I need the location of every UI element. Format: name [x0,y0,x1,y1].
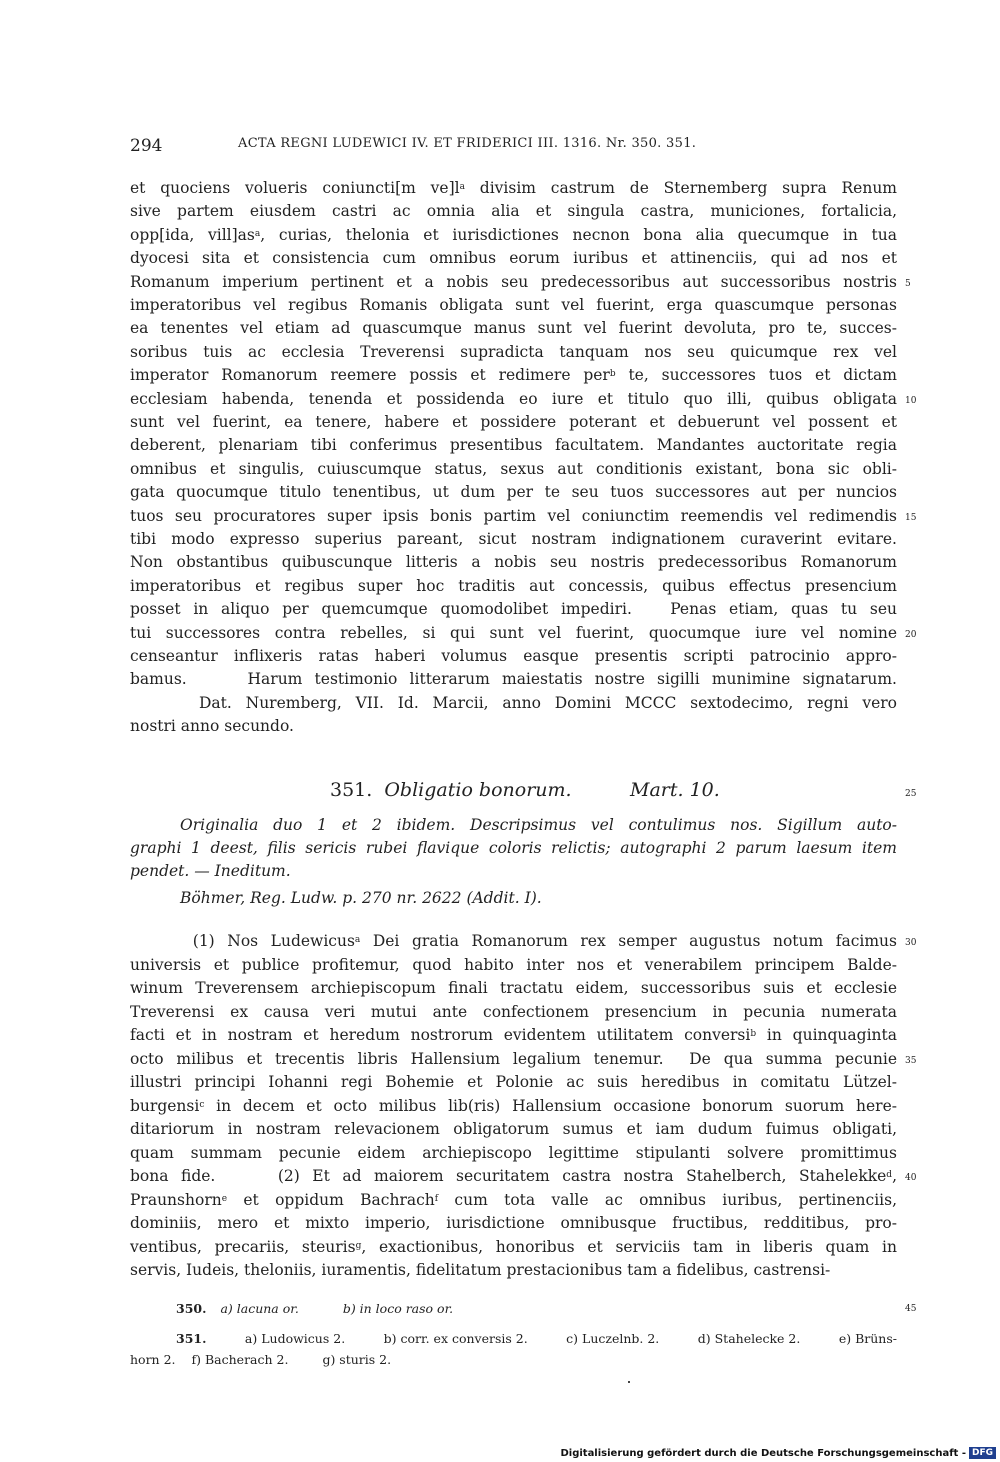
margin-line-number: 5 [905,278,911,289]
footer-text: Digitalisierung gefördert durch die Deutsche Forschungsgemeinschaft - [560,1447,966,1459]
text-segment: gata quocumque titulo tenentibus, ut dum per te seu tuos successores aut per nuncios [130,483,897,502]
text-line [130,977,897,1000]
footnote-marker: f [434,1193,439,1204]
text-segment: bona fide. (2) Et ad maiorem securitatem castra nostra Stahelberch, Stahelekke [130,1167,887,1185]
margin-line-number: 20 [905,629,917,640]
source-note-line: graphi 1 deest, filis sericis rubei flavique coloris relictis; autographi 2 parum laesum item [130,839,897,857]
text-line [130,364,897,387]
footnote-b: b) corr. ex conversis 2. [383,1331,528,1346]
text-line [130,528,897,551]
running-title: ACTA REGNI LUDEWICI IV. ET FRIDERICI III. 1316. Nr. 350. 351. [238,136,697,151]
text-segment: dominiis, mero et mixto imperio, iurisdictione omnibusque fructibus, redditibus, pro- [130,1214,897,1232]
text-segment: et oppidum Bachrach [227,1190,435,1209]
text-segment: illustri principi Iohanni regi Bohemie et Polonie ac suis heredibus in comitatu Lützel- [130,1073,897,1091]
text-line [130,505,897,528]
text-segment: , [892,1167,897,1185]
text-segment: imperator Romanorum reemere possis et redimere per [130,366,610,385]
text-segment: , exactionibus, honoribus et serviciis tam in liberis quam in [361,1237,897,1256]
footnote-marker: a [254,228,261,239]
text-segment: ditariorum in nostram relevacionem obligatorum sumus et iam dudum fuimus obligati, [130,1120,897,1138]
text-segment: Dat. Nuremberg, VII. Id. Marcii, anno Domini MCCC sextodecimo, regni vero [130,693,897,712]
text-line [130,1095,897,1118]
margin-line-number: 40 [905,1173,917,1183]
text-line [130,715,897,738]
text-segment: imperatoribus et regibus super hoc traditis aut concessis, quibus effectus presencium [130,576,897,595]
text-segment: imperatoribus vel regibus Romanis obligata sunt vel fuerint, erga quascumque personas [130,296,897,314]
text-segment: divisim castrum de Sternemberg supra Renum [464,179,897,197]
text-segment: burgensi [130,1096,200,1115]
footnote-b: b) in loco raso or. [342,1301,454,1316]
text-segment: facti et in nostram et heredum nostrorum evidentem utilitatem conversi [130,1026,751,1044]
text-segment: Treverensi ex causa veri mutui ante confectionem presencium in pecunia numerata [130,1002,897,1021]
text-line [130,692,897,715]
text-segment: quam summam pecunie eidem archiepiscopo legittime stipulanti solvere promittimus [130,1143,897,1162]
footnotes-351-line-2 [130,1352,391,1367]
margin-line-number: 15 [905,512,917,523]
text-line [130,177,897,200]
page-number: 294 [130,136,163,156]
text-line [130,1189,897,1212]
footnote-c: c) Luczelnb. 2. [566,1331,660,1346]
text-line [130,622,897,645]
running-header [130,136,900,160]
text-line [130,1024,897,1047]
text-segment: sive partem eiusdem castri ac omnia alia et singula castra, municiones, fortalicia, [130,202,897,221]
footnotes-351-line-1 [176,1331,897,1346]
text-line [130,224,897,247]
text-segment: cum tota valle ac omnibus iuribus, pertinenciis, [438,1190,897,1209]
margin-line-number: 30 [905,938,917,948]
document-date: Mart. 10. [630,779,720,801]
text-line [130,411,897,434]
text-line [130,1001,897,1024]
text-segment: omnibus et singulis, cuiuscumque status, sexus aut conditionis existant, bona sic obli- [130,459,897,478]
text-segment: bamus. Harum testimonio litterarum maiestatis nostre sigilli munimine signatarum. [130,670,897,689]
text-line [130,271,897,294]
text-line [130,551,897,574]
footnote-d: d) Stahelecke 2. [697,1331,801,1346]
text-line [130,388,897,411]
text-segment: octo milibus et trecentis libris Hallensium legalium tenemur. De qua summa pecunie [130,1049,897,1068]
text-segment: universis et publice profitemur, quod habito inter nos et venerabilem principem Balde- [130,955,897,974]
margin-line-number: 25 [905,789,917,799]
speck [628,1381,630,1383]
footnote-marker: a [459,182,465,192]
text-segment: tui successores contra rebelles, si qui sunt vel fuerint, quocumque iure vel nomine [130,623,897,642]
footnote-a: a) lacuna or. [220,1301,299,1316]
text-segment: te, successores tuos et dictam [615,366,897,385]
text-segment: deberent, plenariam tibi conferimus presentibus facultatem. Mandantes auctoritate regia [130,436,897,455]
dfg-logo: DFG [969,1447,996,1459]
text-segment: winum Treverensem archiepiscopum finali tractatu eidem, successoribus suis et ecclesie [130,979,897,997]
footnote-marker: d [886,1170,893,1180]
text-segment: censeantur inflixeris ratas haberi volumus easque presentis scripti patrocinio appro- [130,647,897,665]
footnote-f: f) Bacherach 2. [191,1352,289,1367]
text-line [130,341,897,364]
bibliographic-reference: Böhmer, Reg. Ludw. p. 270 nr. 2622 (Addit. I). [180,889,542,907]
text-segment: , curias, thelonia et iurisdictiones necnon bona alia quecumque in tua [260,225,897,244]
text-line [130,434,897,457]
text-line [130,481,897,504]
text-line [130,1236,897,1259]
text-line [130,200,897,223]
text-line [130,668,897,691]
text-line [130,645,897,668]
text-line [130,1165,897,1188]
footnote-marker: a [354,935,361,945]
text-segment: posset in aliquo per quemcumque quomodolibet impediri. Penas etiam, quas tu seu [130,600,897,619]
text-segment: in decem et octo milibus lib(ris) Hallensium occasione bonorum suorum here- [204,1096,897,1115]
margin-line-number: 35 [905,1055,917,1066]
text-segment: sunt vel fuerint, ea tenere, habere et possidere poterant et debuerunt vel possent et [130,413,897,431]
text-segment: servis, Iudeis, theloniis, iuramentis, fidelitatum prestacionibus tam a fidelibus, castrensi- [130,1261,831,1279]
text-line [130,1142,897,1165]
footnote-a: a) Ludowicus 2. [244,1331,346,1346]
text-line [130,247,897,270]
footnote-e: e) Brüns- [838,1331,897,1346]
footnote-marker: c [199,1099,205,1110]
text-segment: ea tenentes vel etiam ad quascumque manus sunt vel fuerint devoluta, pro te, succes- [130,319,897,338]
margin-line-number: 45 [905,1304,917,1314]
text-segment: Dei gratia Romanorum rex semper augustus notum facimus [360,932,897,950]
digitization-footer [560,1447,996,1459]
margin-line-number: 10 [905,395,917,406]
text-segment: et quociens volueris coniuncti[m ve]l [130,179,460,197]
text-segment: Non obstantibus quibuscunque litteris a nobis seu nostris predecessoribus Romanorum [130,553,897,572]
text-line [130,458,897,481]
text-line [130,954,897,977]
text-line [130,575,897,598]
text-segment: nostri anno secundo. [130,717,294,736]
source-note-line: Originalia duo 1 et 2 ibidem. Descripsimus vel contulimus nos. Sigillum auto- [180,816,897,834]
footnote-e-continued: horn 2. [130,1352,176,1367]
text-segment: tibi modo expresso superius pareant, sicut nostram indignationem curaverint evitare. [130,530,897,548]
text-segment: in quinquaginta [756,1026,897,1044]
footnote-marker: e [221,1193,228,1204]
text-segment: (1) Nos Ludewicus [130,932,355,950]
text-segment: opp[ida, vill]as [130,225,255,244]
text-segment: soribus tuis ac ecclesia Treverensi supradicta tanquam nos seu quicumque rex vel [130,342,897,361]
text-line [130,317,897,340]
footnote-number: 351. [176,1331,207,1346]
document-title: Obligatio bonorum. [384,779,572,801]
text-segment: Romanum imperium pertinent et a nobis seu predecessoribus aut successoribus nostris [130,272,897,291]
footnote-marker: g [355,1240,362,1251]
text-segment: ecclesiam habenda, tenenda et possidenda eo iure et titulo quo illi, quibus obligata [130,389,897,408]
text-line [130,1259,897,1282]
text-line [130,294,897,317]
footnote-marker: b [750,1029,757,1039]
footnote-number: 350. [176,1301,207,1316]
text-line [130,1212,897,1235]
text-segment: dyocesi sita et consistencia cum omnibus eorum iuribus et attinenciis, qui ad nos et [130,249,897,268]
text-segment: tuos seu procuratores super ipsis bonis partim vel coniunctim reemendis vel redimendis [130,506,897,525]
text-line [130,1071,897,1094]
footnote-marker: b [609,369,616,380]
document-351-heading [330,779,720,801]
text-line [130,1118,897,1141]
document-number: 351. [330,779,373,801]
text-line [130,598,897,621]
text-segment: Praunshorn [130,1190,222,1209]
footnote-g: g) sturis 2. [322,1352,392,1367]
text-line [130,930,897,953]
footnotes-350 [176,1301,453,1316]
source-note-line: pendet. — Ineditum. [130,862,291,880]
text-segment: ventibus, precariis, steuris [130,1237,356,1256]
text-line [130,1048,897,1071]
